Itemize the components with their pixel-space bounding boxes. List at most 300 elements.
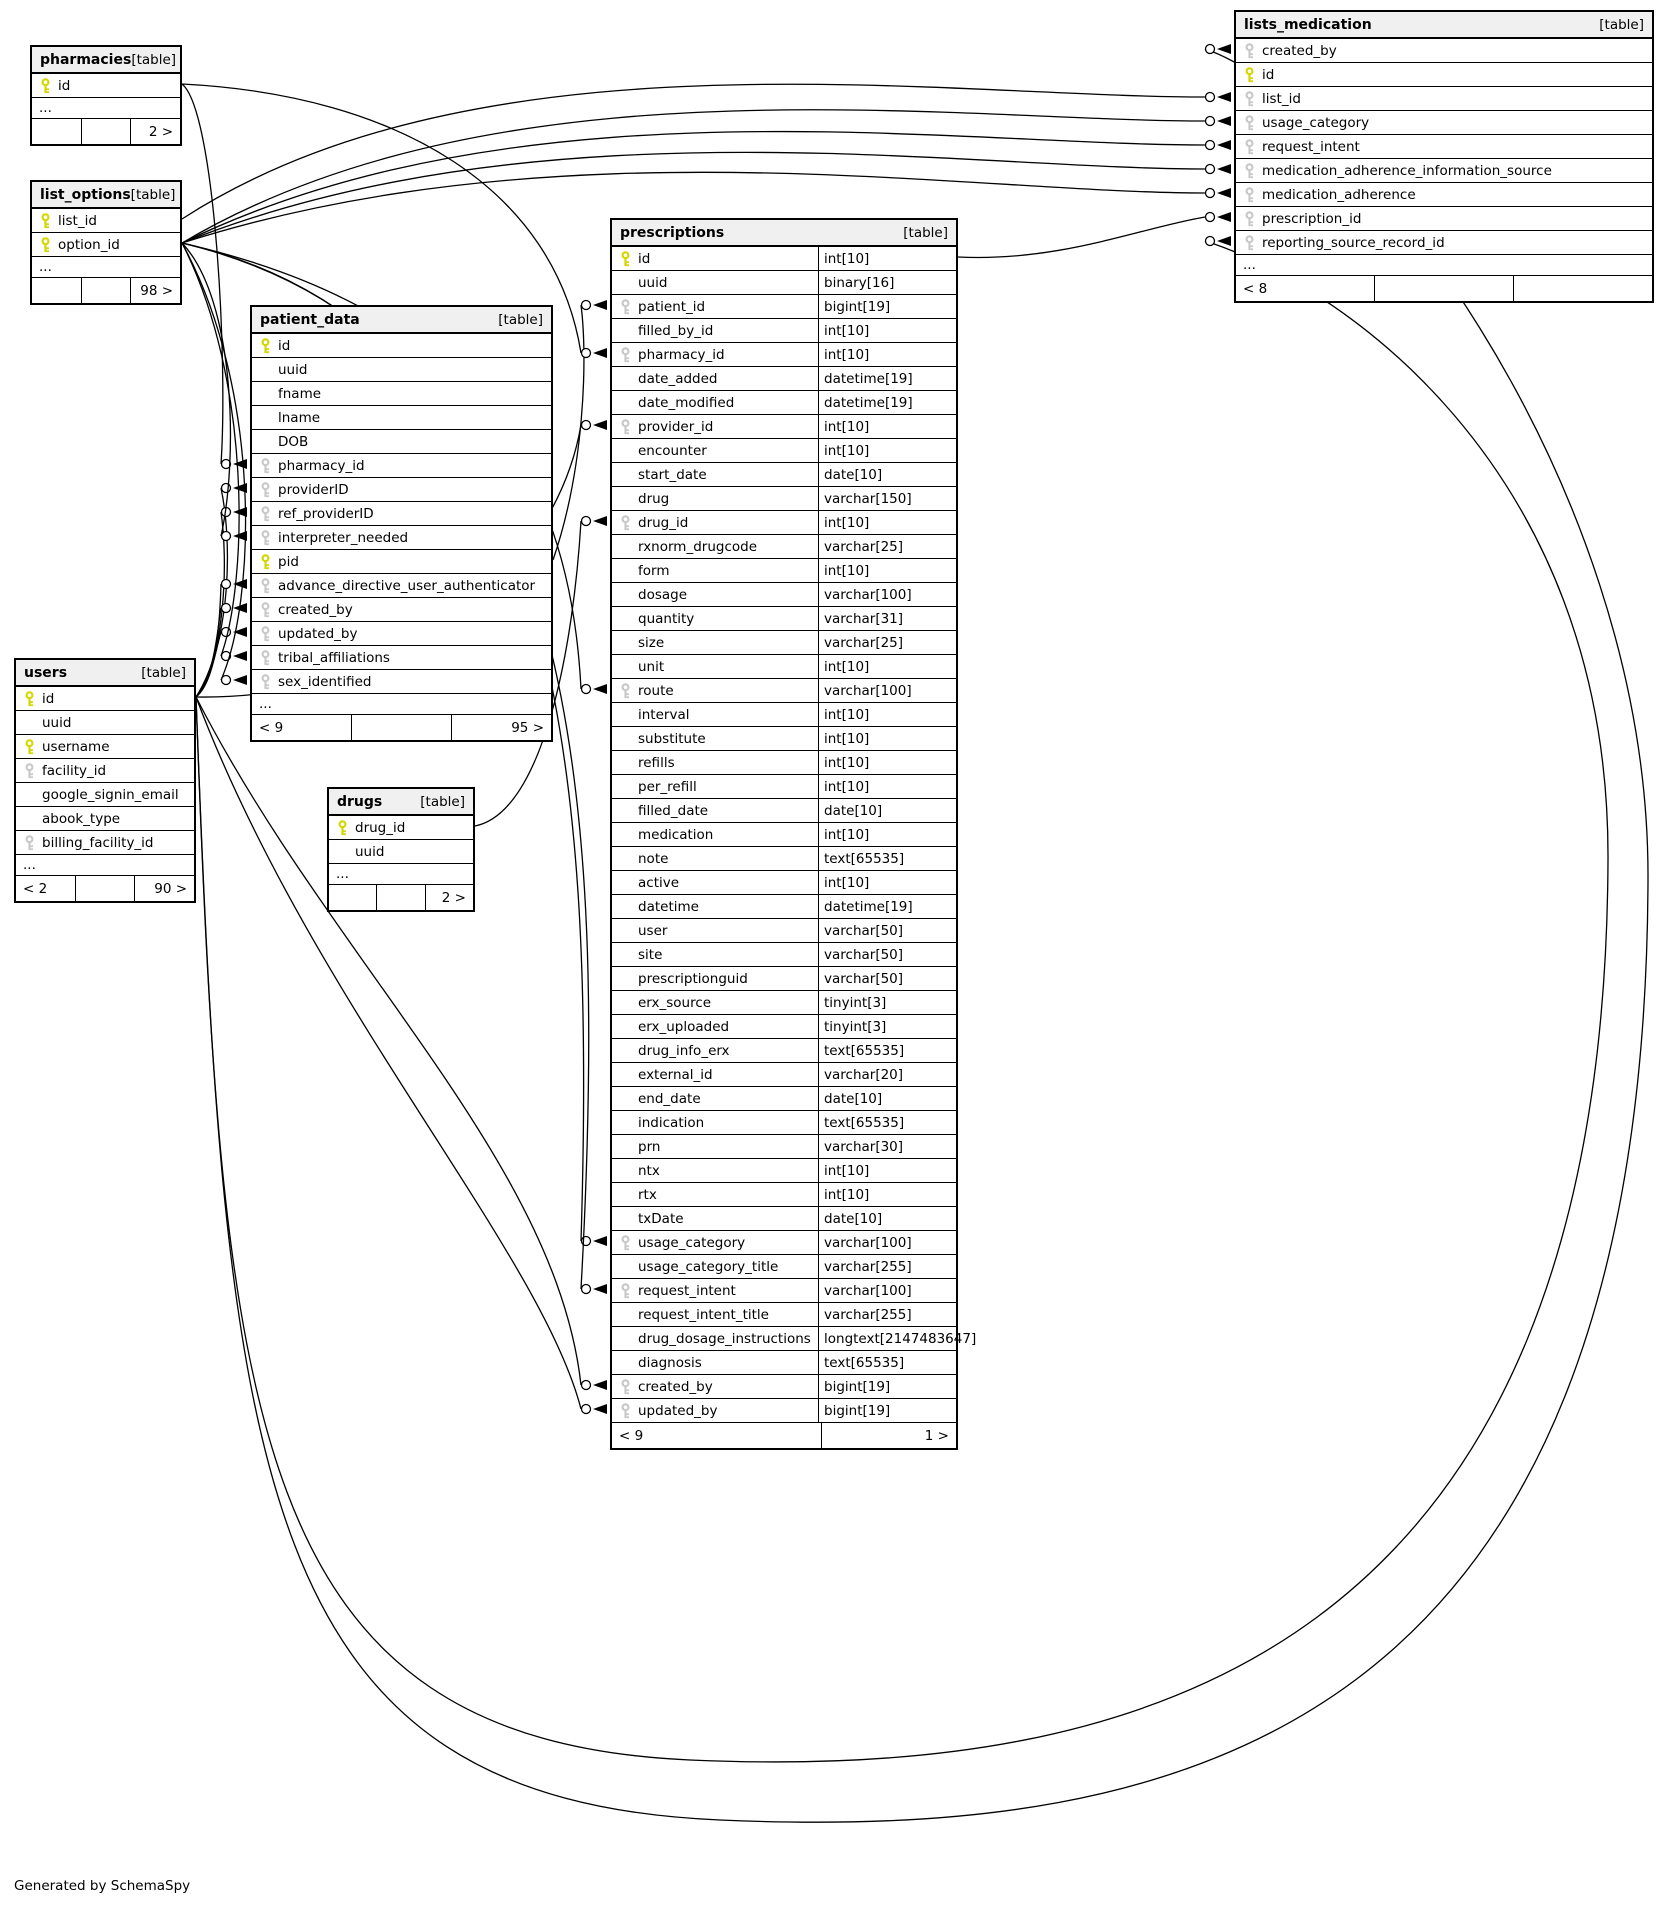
footer-cell: 98 > bbox=[140, 282, 174, 299]
column-name: substitute bbox=[638, 730, 706, 747]
column-type: int[10] bbox=[818, 247, 956, 270]
foreign-key-icon bbox=[612, 415, 638, 438]
column-row-date_added bbox=[612, 367, 956, 391]
column-name: uuid bbox=[42, 714, 72, 731]
column-row-filled_date bbox=[612, 799, 956, 823]
column-name: rxnorm_drugcode bbox=[638, 538, 758, 555]
column-name: indication bbox=[638, 1114, 705, 1131]
column-row-DOB bbox=[252, 430, 551, 454]
column-name: usage_category_title bbox=[638, 1258, 779, 1275]
table-tag: [table] bbox=[141, 664, 186, 681]
no-key-spacer bbox=[612, 271, 638, 294]
column-name: advance_directive_user_authenticator bbox=[278, 577, 536, 594]
column-name: tribal_affiliations bbox=[278, 649, 390, 666]
no-key-spacer bbox=[612, 559, 638, 582]
column-row-external_id bbox=[612, 1063, 956, 1087]
table-name[interactable]: drugs bbox=[337, 793, 383, 810]
foreign-key-icon bbox=[1236, 159, 1262, 182]
foreign-key-icon bbox=[252, 454, 278, 477]
footer-cell: 2 > bbox=[148, 123, 174, 140]
table-footer bbox=[329, 885, 473, 910]
column-row-request_intent bbox=[1236, 135, 1652, 159]
column-name: filled_date bbox=[638, 802, 709, 819]
column-row-drug_info_erx bbox=[612, 1039, 956, 1063]
foreign-key-icon bbox=[1236, 135, 1262, 158]
column-name: id bbox=[58, 77, 71, 94]
primary-key-icon bbox=[16, 687, 42, 710]
column-name: form bbox=[638, 562, 670, 579]
column-row-unit bbox=[612, 655, 956, 679]
column-row-usage_category bbox=[1236, 111, 1652, 135]
column-name: quantity bbox=[638, 610, 695, 627]
footer-cell bbox=[329, 885, 377, 910]
column-type: bigint[19] bbox=[818, 295, 956, 318]
no-key-spacer bbox=[612, 1111, 638, 1134]
column-type: varchar[100] bbox=[818, 583, 956, 606]
foreign-key-icon bbox=[1236, 207, 1262, 230]
column-type: date[10] bbox=[818, 1087, 956, 1110]
column-type: varchar[100] bbox=[818, 679, 956, 702]
column-name: updated_by bbox=[278, 625, 358, 642]
foreign-key-icon bbox=[252, 646, 278, 669]
column-row-date_modified bbox=[612, 391, 956, 415]
no-key-spacer bbox=[612, 391, 638, 414]
column-row-option_id bbox=[32, 233, 180, 257]
column-row-fname bbox=[252, 382, 551, 406]
column-row-sex_identified bbox=[252, 670, 551, 694]
column-name: usage_category bbox=[638, 1234, 746, 1251]
primary-key-icon bbox=[612, 247, 638, 270]
column-row-encounter bbox=[612, 439, 956, 463]
column-row-pid bbox=[252, 550, 551, 574]
footer-cell bbox=[1375, 276, 1514, 301]
no-key-spacer bbox=[612, 1039, 638, 1062]
column-name: drug_info_erx bbox=[638, 1042, 730, 1059]
footer-cell bbox=[352, 715, 452, 740]
column-row-created_by bbox=[612, 1375, 956, 1399]
table-name[interactable]: prescriptions bbox=[620, 224, 725, 241]
column-name: medication bbox=[638, 826, 714, 843]
column-name: drug_dosage_instructions bbox=[638, 1330, 811, 1347]
column-row-diagnosis bbox=[612, 1351, 956, 1375]
column-name: ntx bbox=[638, 1162, 660, 1179]
foreign-key-icon bbox=[612, 1231, 638, 1254]
column-row-uuid bbox=[252, 358, 551, 382]
column-name: drug_id bbox=[638, 514, 689, 531]
column-row-medication_adherence_information_source bbox=[1236, 159, 1652, 183]
column-name: billing_facility_id bbox=[42, 834, 154, 851]
column-type: bigint[19] bbox=[818, 1399, 956, 1422]
no-key-spacer bbox=[612, 1207, 638, 1230]
column-type: varchar[20] bbox=[818, 1063, 956, 1086]
no-key-spacer bbox=[612, 1255, 638, 1278]
no-key-spacer bbox=[612, 871, 638, 894]
table-name[interactable]: lists_medication bbox=[1244, 16, 1372, 33]
table-prescriptions bbox=[610, 218, 977, 1450]
column-name: id bbox=[42, 690, 55, 707]
foreign-key-icon bbox=[1236, 87, 1262, 110]
column-row-drug_id bbox=[612, 511, 956, 535]
column-name: prescription_id bbox=[1262, 210, 1362, 227]
column-name: request_intent bbox=[1262, 138, 1360, 155]
column-row-request_intent bbox=[612, 1279, 956, 1303]
column-row-rxnorm_drugcode bbox=[612, 535, 956, 559]
no-key-spacer bbox=[612, 367, 638, 390]
no-key-spacer bbox=[612, 943, 638, 966]
column-name: interpreter_needed bbox=[278, 529, 409, 546]
column-row-prn bbox=[612, 1135, 956, 1159]
column-name: uuid bbox=[278, 361, 308, 378]
column-type: int[10] bbox=[818, 703, 956, 726]
foreign-key-icon bbox=[1236, 111, 1262, 134]
table-footer bbox=[252, 715, 551, 740]
column-row-reporting_source_record_id bbox=[1236, 231, 1652, 255]
column-row-size bbox=[612, 631, 956, 655]
no-key-spacer bbox=[16, 807, 42, 830]
column-row-abook_type bbox=[16, 807, 194, 831]
column-type: tinyint[3] bbox=[818, 1015, 956, 1038]
column-type: int[10] bbox=[818, 1159, 956, 1182]
no-key-spacer bbox=[612, 991, 638, 1014]
column-name: encounter bbox=[638, 442, 707, 459]
column-name: interval bbox=[638, 706, 690, 723]
column-name: per_refill bbox=[638, 778, 697, 795]
column-row-note bbox=[612, 847, 956, 871]
column-name: active bbox=[638, 874, 680, 891]
column-name: user bbox=[638, 922, 668, 939]
column-type: datetime[19] bbox=[818, 367, 956, 390]
foreign-key-icon bbox=[612, 1399, 638, 1422]
no-key-spacer bbox=[612, 1159, 638, 1182]
column-row-id bbox=[612, 247, 956, 271]
column-row-drug_id bbox=[329, 816, 473, 840]
no-key-spacer bbox=[16, 711, 42, 734]
column-type: int[10] bbox=[818, 655, 956, 678]
column-name: patient_id bbox=[638, 298, 706, 315]
column-row-google_signin_email bbox=[16, 783, 194, 807]
column-type: varchar[50] bbox=[818, 919, 956, 942]
column-type: varchar[255] bbox=[818, 1255, 956, 1278]
table-pharmacies bbox=[30, 45, 182, 146]
no-key-spacer bbox=[612, 703, 638, 726]
no-key-spacer bbox=[612, 775, 638, 798]
table-footer bbox=[32, 278, 180, 303]
table-header-drugs bbox=[329, 789, 473, 816]
column-name: ref_providerID bbox=[278, 505, 374, 522]
more-columns-ellipsis: ... bbox=[1236, 255, 1652, 276]
column-row-active bbox=[612, 871, 956, 895]
column-row-indication bbox=[612, 1111, 956, 1135]
column-row-id bbox=[1236, 63, 1652, 87]
no-key-spacer bbox=[612, 1351, 638, 1374]
table-tag: [table] bbox=[903, 224, 948, 241]
column-row-providerID bbox=[252, 478, 551, 502]
column-name: refills bbox=[638, 754, 675, 771]
more-columns-ellipsis: ... bbox=[16, 855, 194, 876]
table-footer bbox=[612, 1423, 956, 1448]
column-name: id bbox=[1262, 66, 1275, 83]
column-row-usage_category bbox=[612, 1231, 956, 1255]
no-key-spacer bbox=[612, 319, 638, 342]
column-name: pharmacy_id bbox=[278, 457, 365, 474]
footer-cell bbox=[1514, 276, 1652, 301]
foreign-key-icon bbox=[252, 598, 278, 621]
footer-cell bbox=[377, 885, 425, 910]
column-row-patient_id bbox=[612, 295, 956, 319]
column-row-pharmacy_id bbox=[612, 343, 956, 367]
no-key-spacer bbox=[612, 535, 638, 558]
column-row-created_by bbox=[252, 598, 551, 622]
column-row-list_id bbox=[32, 209, 180, 233]
table-footer bbox=[32, 119, 180, 144]
no-key-spacer bbox=[612, 631, 638, 654]
column-name: date_added bbox=[638, 370, 718, 387]
column-row-updated_by bbox=[612, 1399, 956, 1423]
column-type: int[10] bbox=[818, 1183, 956, 1206]
more-columns-ellipsis: ... bbox=[252, 694, 551, 715]
footer-cell bbox=[32, 278, 82, 303]
no-key-spacer bbox=[612, 751, 638, 774]
no-key-spacer bbox=[612, 439, 638, 462]
column-name: prn bbox=[638, 1138, 661, 1155]
column-row-created_by bbox=[1236, 39, 1652, 63]
column-row-end_date bbox=[612, 1087, 956, 1111]
column-name: google_signin_email bbox=[42, 786, 179, 803]
column-row-uuid bbox=[329, 840, 473, 864]
no-key-spacer bbox=[612, 847, 638, 870]
table-tag: [table] bbox=[130, 186, 176, 203]
no-key-spacer bbox=[612, 967, 638, 990]
column-name: pharmacy_id bbox=[638, 346, 725, 363]
primary-key-icon bbox=[32, 74, 58, 97]
column-name: list_id bbox=[1262, 90, 1301, 107]
column-name: created_by bbox=[1262, 42, 1337, 59]
column-name: fname bbox=[278, 385, 322, 402]
column-type: date[10] bbox=[818, 1207, 956, 1230]
column-type: bigint[19] bbox=[818, 1375, 956, 1398]
footer-cell: 1 > bbox=[924, 1427, 949, 1444]
no-key-spacer bbox=[252, 430, 278, 453]
column-row-facility_id bbox=[16, 759, 194, 783]
column-row-interval bbox=[612, 703, 956, 727]
no-key-spacer bbox=[612, 823, 638, 846]
footer-cell bbox=[82, 278, 132, 303]
column-name: route bbox=[638, 682, 674, 699]
column-name: lname bbox=[278, 409, 321, 426]
column-row-request_intent_title bbox=[612, 1303, 956, 1327]
column-row-drug bbox=[612, 487, 956, 511]
more-columns-ellipsis: ... bbox=[32, 257, 180, 278]
column-type: text[65535] bbox=[818, 847, 956, 870]
table-header-patient_data bbox=[252, 307, 551, 334]
foreign-key-icon bbox=[16, 831, 42, 854]
foreign-key-icon bbox=[612, 679, 638, 702]
column-name: site bbox=[638, 946, 663, 963]
column-name: username bbox=[42, 738, 110, 755]
footer-cell: < 9 bbox=[252, 715, 352, 740]
column-name: created_by bbox=[278, 601, 353, 618]
no-key-spacer bbox=[612, 1183, 638, 1206]
column-type: varchar[50] bbox=[818, 967, 956, 990]
column-type: int[10] bbox=[818, 319, 956, 342]
column-name: size bbox=[638, 634, 665, 651]
table-list_options bbox=[30, 180, 182, 305]
column-type: varchar[50] bbox=[818, 943, 956, 966]
column-row-dosage bbox=[612, 583, 956, 607]
column-row-advance_directive_user_authenticator bbox=[252, 574, 551, 598]
column-name: end_date bbox=[638, 1090, 701, 1107]
table-patient_data bbox=[250, 305, 553, 742]
column-row-user bbox=[612, 919, 956, 943]
column-row-erx_uploaded bbox=[612, 1015, 956, 1039]
column-name: provider_id bbox=[638, 418, 714, 435]
column-row-interpreter_needed bbox=[252, 526, 551, 550]
footer-cell: < 2 bbox=[16, 876, 76, 901]
column-row-lname bbox=[252, 406, 551, 430]
column-type: date[10] bbox=[818, 463, 956, 486]
column-row-ntx bbox=[612, 1159, 956, 1183]
table-tag: [table] bbox=[1599, 16, 1644, 33]
table-name[interactable]: users bbox=[24, 664, 68, 681]
column-type: text[65535] bbox=[818, 1111, 956, 1134]
table-name[interactable]: patient_data bbox=[260, 311, 360, 328]
no-key-spacer bbox=[612, 655, 638, 678]
no-key-spacer bbox=[329, 840, 355, 863]
foreign-key-icon bbox=[252, 478, 278, 501]
column-row-id bbox=[32, 74, 180, 98]
column-name: start_date bbox=[638, 466, 707, 483]
column-name: unit bbox=[638, 658, 665, 675]
column-name: request_intent bbox=[638, 1282, 736, 1299]
column-name: providerID bbox=[278, 481, 349, 498]
column-type: int[10] bbox=[818, 775, 956, 798]
no-key-spacer bbox=[612, 487, 638, 510]
table-footer bbox=[1236, 276, 1652, 301]
column-type: datetime[19] bbox=[818, 391, 956, 414]
column-type: int[10] bbox=[818, 727, 956, 750]
column-name: DOB bbox=[278, 433, 309, 450]
column-row-substitute bbox=[612, 727, 956, 751]
no-key-spacer bbox=[252, 406, 278, 429]
column-row-pharmacy_id bbox=[252, 454, 551, 478]
table-footer bbox=[16, 876, 194, 901]
column-name: datetime bbox=[638, 898, 699, 915]
column-type: varchar[25] bbox=[818, 535, 956, 558]
column-type: varchar[30] bbox=[818, 1135, 956, 1158]
primary-key-icon bbox=[252, 334, 278, 357]
column-type: int[10] bbox=[818, 439, 956, 462]
table-drugs bbox=[327, 787, 475, 912]
no-key-spacer bbox=[612, 919, 638, 942]
column-row-erx_source bbox=[612, 991, 956, 1015]
no-key-spacer bbox=[16, 783, 42, 806]
column-name: uuid bbox=[355, 843, 385, 860]
column-row-ref_providerID bbox=[252, 502, 551, 526]
column-type: varchar[150] bbox=[818, 487, 956, 510]
primary-key-icon bbox=[32, 233, 58, 256]
table-tag: [table] bbox=[131, 51, 177, 68]
column-row-drug_dosage_instructions bbox=[612, 1327, 977, 1351]
column-row-usage_category_title bbox=[612, 1255, 956, 1279]
foreign-key-icon bbox=[1236, 183, 1262, 206]
column-name: list_id bbox=[58, 212, 97, 229]
column-type: date[10] bbox=[818, 799, 956, 822]
more-columns-ellipsis: ... bbox=[32, 98, 180, 119]
table-header-list_options bbox=[32, 182, 180, 209]
generated-by-note: Generated by SchemaSpy bbox=[14, 1878, 191, 1894]
footer-cell: 2 > bbox=[441, 889, 466, 906]
table-lists_medication bbox=[1234, 10, 1654, 303]
table-tag: [table] bbox=[498, 311, 543, 328]
no-key-spacer bbox=[612, 1087, 638, 1110]
foreign-key-icon bbox=[252, 502, 278, 525]
footer-cell bbox=[32, 119, 82, 144]
column-row-filled_by_id bbox=[612, 319, 956, 343]
column-name: medication_adherence_information_source bbox=[1262, 162, 1552, 179]
no-key-spacer bbox=[612, 799, 638, 822]
column-row-tribal_affiliations bbox=[252, 646, 551, 670]
no-key-spacer bbox=[612, 727, 638, 750]
column-name: erx_uploaded bbox=[638, 1018, 730, 1035]
no-key-spacer bbox=[612, 1303, 638, 1326]
table-header-pharmacies bbox=[32, 47, 180, 74]
column-name: usage_category bbox=[1262, 114, 1370, 131]
no-key-spacer bbox=[612, 1135, 638, 1158]
column-row-prescription_id bbox=[1236, 207, 1652, 231]
footer-cell: < 9 bbox=[612, 1423, 822, 1448]
column-name: erx_source bbox=[638, 994, 712, 1011]
column-row-list_id bbox=[1236, 87, 1652, 111]
column-row-start_date bbox=[612, 463, 956, 487]
no-key-spacer bbox=[252, 358, 278, 381]
column-type: int[10] bbox=[818, 823, 956, 846]
column-row-id bbox=[252, 334, 551, 358]
column-type: datetime[19] bbox=[818, 895, 956, 918]
column-row-per_refill bbox=[612, 775, 956, 799]
table-header-lists_medication bbox=[1236, 12, 1652, 39]
column-type: varchar[100] bbox=[818, 1279, 956, 1302]
foreign-key-icon bbox=[252, 622, 278, 645]
no-key-spacer bbox=[612, 607, 638, 630]
table-name[interactable]: pharmacies bbox=[40, 51, 132, 68]
column-row-prescriptionguid bbox=[612, 967, 956, 991]
primary-key-icon bbox=[329, 816, 355, 839]
column-name: prescriptionguid bbox=[638, 970, 748, 987]
table-users bbox=[14, 658, 196, 903]
foreign-key-icon bbox=[1236, 231, 1262, 254]
column-type: int[10] bbox=[818, 751, 956, 774]
column-name: drug_id bbox=[355, 819, 406, 836]
column-name: dosage bbox=[638, 586, 688, 603]
column-row-rtx bbox=[612, 1183, 956, 1207]
no-key-spacer bbox=[612, 463, 638, 486]
foreign-key-icon bbox=[612, 1279, 638, 1302]
column-name: updated_by bbox=[638, 1402, 718, 1419]
primary-key-icon bbox=[32, 209, 58, 232]
footer-cell bbox=[82, 119, 132, 144]
column-name: id bbox=[638, 250, 651, 267]
column-name: date_modified bbox=[638, 394, 735, 411]
column-name: created_by bbox=[638, 1378, 713, 1395]
column-name: drug bbox=[638, 490, 670, 507]
column-row-id bbox=[16, 687, 194, 711]
column-row-uuid bbox=[16, 711, 194, 735]
column-type: varchar[25] bbox=[818, 631, 956, 654]
column-type: binary[16] bbox=[818, 271, 956, 294]
table-name[interactable]: list_options bbox=[40, 186, 131, 203]
foreign-key-icon bbox=[252, 526, 278, 549]
column-name: reporting_source_record_id bbox=[1262, 234, 1445, 251]
